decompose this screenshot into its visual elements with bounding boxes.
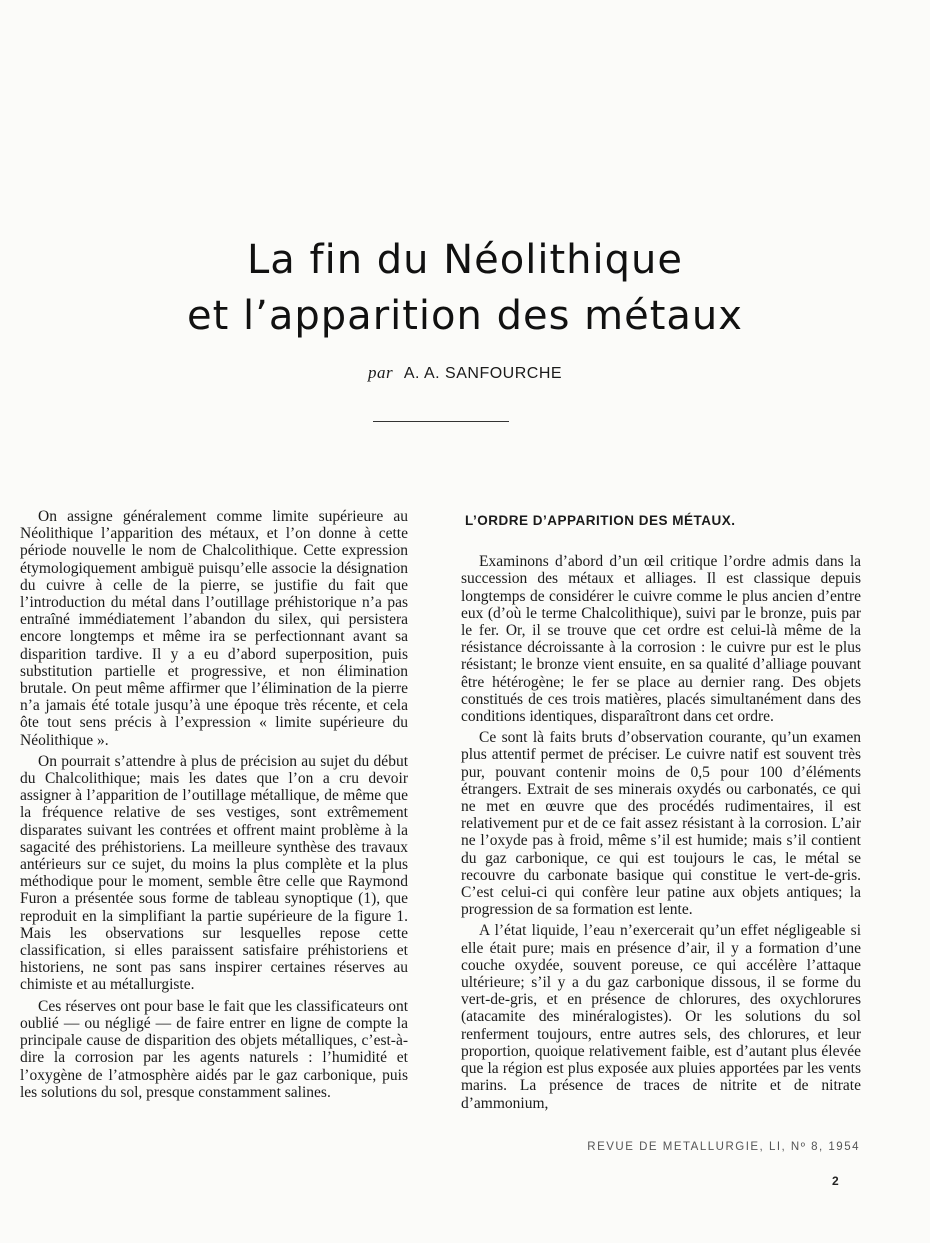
article-title-line-2: et l’apparition des métaux: [187, 293, 743, 339]
byline: [0, 363, 930, 383]
paragraph: A l’état liquide, l’eau n’exercerait qu’un effet négligeable si elle était pure; mais en présence d’air, il y a formation d’une couche oxydée, souvent poreuse, ce qui accélère l’attaque ultérieure; s’il y a du gaz carbonique dissous, il se forme du vert-de-gris, et en présence de chlorures, des oxychlorures (atacamite des minéralogistes). Or les solutions du sol renferment toujours, entre autres sels, des chlorures, et leur proportion, quoique relativement faible, est d’autant plus élevée que la région est plus exposée aux pluies apportées par les vents marins. La présence de traces de nitrite et de nitrate d’ammonium,: [461, 922, 861, 1112]
section-heading: L’ORDRE D’APPARITION DES MÉTAUX.: [465, 513, 736, 528]
page-number: 2: [832, 1174, 839, 1188]
left-column: [20, 508, 408, 1101]
paragraph: On pourrait s’attendre à plus de précision au sujet du début du Chalcolithique; mais les dates que l’on a cru devoir assigner à l’apparition de l’outillage métallique, de même que la fréquence relative de ses vestiges, sont extrêmement disparates suivant les contrées et offrent maint problème à la sagacité des préhistoriens. La meilleure synthèse des travaux antérieurs sur ce sujet, du moins la plus complète et la plus méthodique pour le moment, semble être celle que Raymond Furon a présentée sous forme de tableau synoptique (1), que reproduit en la simplifiant la partie supérieure de la figure 1. Mais les observations sur lesquelles repose cette classification, si elles paraissent satisfaire préhistoriens et historiens, ne sont pas sans inspirer certaines réserves au chimiste et au métallurgiste.: [20, 752, 408, 994]
article-title-line-1: La fin du Néolithique: [247, 237, 683, 283]
paragraph: Ces réserves ont pour base le fait que les classificateurs ont oublié — ou négligé — de faire entrer en ligne de compte la principale cause de disparition des objets métalliques, c’est-à-dire la corrosion par les agents naturels : l’humidité et l’oxygène de l’atmosphère aidés par le gaz carbonique, puis les solutions du sol, presque constamment salines.: [20, 997, 408, 1101]
byline-prefix: par: [367, 363, 394, 382]
paragraph: Ce sont là faits bruts d’observation courante, qu’un examen plus attentif permet de préciser. Le cuivre natif est souvent très pur, pouvant contenir moins de 0,5 pour 100 d’éléments étrangers. Extrait de ses minerais oxydés ou carbonatés, ce qui ne met en œuvre que des procédés rudimentaires, il est relativement pur et de ce fait assez résistant à la corrosion. L’air ne l’oxyde pas à froid, même s’il est humide; mais s’il contient du gaz carbonique, ce qui est toujours le cas, le métal se recouvre du carbonate basique qui constitue le vert-de-gris. C’est celui-ci qui confère leur patine aux objets antiques; la progression de sa formation est lente.: [461, 729, 861, 919]
paragraph: On assigne généralement comme limite supérieure au Néolithique l’apparition des métaux, et l’on donne à cette période nouvelle le nom de Chalcolithique. Cette expression étymologiquement ambiguë puisqu’elle associe la désignation du cuivre à celle de la pierre, se justifie du fait que l’introduction du métal dans l’outillage préhistorique n’a pas entraîné immédiatement l’abandon du silex, qui persistera encore longtemps et même ira se perfectionnant avant sa disparition tardive. Il y a eu d’abord superposition, puis substitution partielle et progressive, et non élimination brutale. On peut même affirmer que l’élimination de la pierre n’a jamais été totale jusqu’à une époque très récente, et cela ôte tout sens précis à l’expression « limite supérieure du Néolithique ».: [20, 508, 408, 749]
author-name: A. A. SANFOURCHE: [403, 365, 563, 382]
paragraph: Examinons d’abord d’un œil critique l’ordre admis dans la succession des métaux et alliages. Il est classique depuis longtemps de considérer le cuivre comme le plus ancien d’entre eux (d’où le terme Chalcolithique), suivi par le bronze, puis par le fer. Or, il se trouve que cet ordre est celui-là même de la résistance décroissante à la corrosion : le cuivre pur est le plus résistant; le bronze vient ensuite, en sa qualité d’alliage pouvant être hétérogène; le fer se place au dernier rang. Des objets constitués de ces trois matières, placés simultanément dans des conditions identiques, disparaîtront dans cet ordre.: [461, 553, 861, 726]
right-column: [461, 508, 861, 1112]
journal-footer: REVUE DE METALLURGIE, LI, Nº 8, 1954: [587, 1141, 860, 1153]
title-divider: [373, 421, 509, 422]
